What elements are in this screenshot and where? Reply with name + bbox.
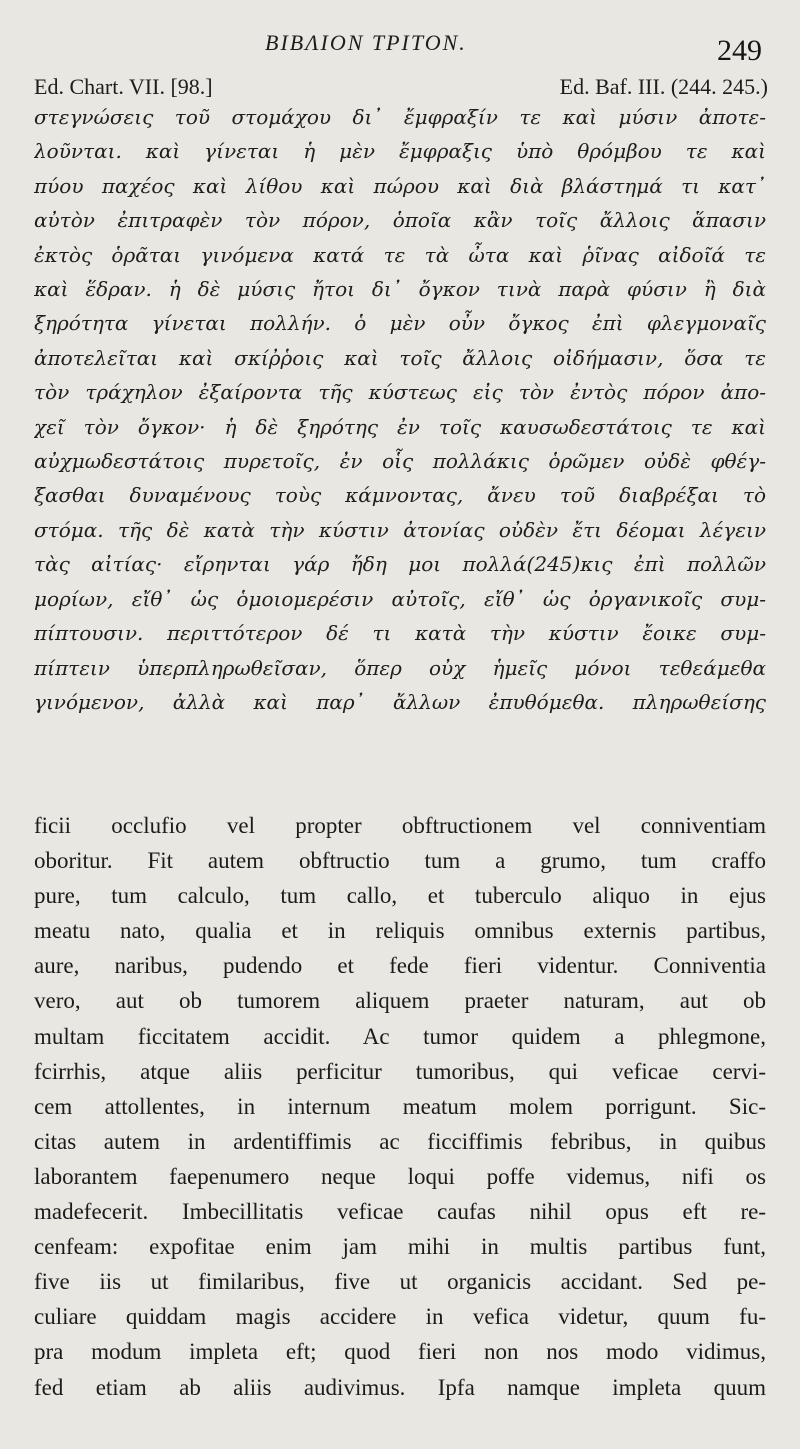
latin-line: pure, tum calculo, tum callo, et tuberculo aliquo in ejus: [34, 883, 766, 909]
latin-line: multam ficcitatem accidit. Ac tumor quidem a phlegmone,: [34, 1023, 766, 1049]
latin-line: fcirrhis, atque aliis perficitur tumoribus, qui veficae cervi-: [34, 1058, 766, 1084]
greek-line: τὸν τράχηλον ἐξαίροντα τῆς κύστεως εἰς τὸν ἐντὸς πόρον ἀπο-: [34, 380, 766, 405]
greek-line: πύου παχέος καὶ λίθου καὶ πώρου καὶ διὰ βλάστημά τι κατ᾽: [34, 173, 766, 198]
latin-line: meatu nato, qualia et in reliquis omnibus externis partibus,: [34, 918, 766, 944]
greek-line: μορίων, εἴθ᾽ ὡς ὁμοιομερέσιν αὐτοῖς, εἴθ᾽ ὡς ὀργανικοῖς συμ-: [34, 586, 766, 611]
greek-line: πίπτουσιν. περιττότερον δέ τι κατὰ τὴν κύστιν ἔοικε συμ-: [34, 621, 766, 646]
greek-text-block: [34, 100, 766, 719]
greek-line: ἐκτὸς ὁρᾶται γινόμενα κατά τε τὰ ὦτα καὶ ῥῖνας αἰδοῖά τε: [34, 242, 766, 267]
latin-line: cem attollentes, in internum meatum molem porrigunt. Sic-: [34, 1093, 766, 1119]
greek-line: ἀποτελεῖται καὶ σκίῤῥοις καὶ τοῖς ἄλλοις οἰδήμασιν, ὅσα τε: [34, 345, 766, 370]
book-title: ΒΙΒΛΙΟΝ ΤΡΙΤΟΝ.: [265, 30, 467, 55]
greek-line: γινόμενον, ἀλλὰ καὶ παρ᾽ ἄλλων ἐπυθόμεθα. πληρωθείσης: [34, 689, 766, 714]
greek-line: πίπτειν ὑπερπληρωθεῖσαν, ὅπερ οὐχ ἡμεῖς μόνοι τεθεάμεθα: [34, 655, 766, 680]
greek-line: χεῖ τὸν ὄγκον· ἡ δὲ ξηρότης ἐν τοῖς καυσωδεστάτοις τε καὶ: [34, 414, 766, 439]
greek-line: καὶ ἕδραν. ἡ δὲ μύσις ἤτοι δι᾽ ὄγκον τινὰ παρὰ φύσιν ἢ διὰ: [34, 277, 766, 302]
greek-line: λοῦνται. καὶ γίνεται ἡ μὲν ἔμφραξις ὑπὸ θρόμβου τε καὶ: [34, 139, 766, 164]
latin-line: oboritur. Fit autem obftructio tum a grumo, tum craffo: [34, 848, 766, 874]
page-number: 249: [717, 34, 762, 67]
greek-line: στόμα. τῆς δὲ κατὰ τὴν κύστιν ἀτονίας οὐδὲν ἔτι δέομαι λέγειν: [34, 517, 766, 542]
latin-text-block: [34, 808, 766, 1405]
greek-line: τὰς αἰτίας· εἴρηνται γάρ ἤδη μοι πολλά(245)κις ἐπὶ πολλῶν: [34, 552, 766, 577]
greek-line: στεγνώσεις τοῦ στομάχου δι᾽ ἔμφραξίν τε καὶ μύσιν ἀποτε-: [34, 105, 766, 129]
latin-line: citas autem in ardentiffimis ac ficciffimis febribus, in quibus: [34, 1128, 766, 1154]
running-head: [0, 28, 800, 67]
latin-line: vero, aut ob tumorem aliquem praeter naturam, aut ob: [34, 988, 766, 1014]
latin-line: ficii occlufio vel propter obftructionem vel conniventiam: [34, 813, 766, 838]
greek-line: ξασθαι δυναμένους τοὺς κάμνοντας, ἄνευ τοῦ διαβρέξαι τὸ: [34, 483, 766, 508]
latin-line: culiare quiddam magis accidere in vefica videtur, quum fu-: [34, 1304, 766, 1330]
greek-line: αὐτὸν ἐπιτραφὲν τὸν πόρον, ὁποῖα κἂν τοῖς ἄλλοις ἅπασιν: [34, 208, 766, 233]
latin-line: laborantem faepenumero neque loqui poffe videmus, nifi os: [34, 1163, 766, 1189]
latin-line: five iis ut fimilaribus, five ut organicis accidant. Sed pe-: [34, 1269, 766, 1295]
latin-line: fed etiam ab aliis audivimus. Ipfa namque impleta quum: [34, 1374, 766, 1400]
edition-reference-basel: Ed. Baf. III. (244. 245.): [559, 74, 768, 99]
latin-line: pra modum impleta eft; quod fieri non nos modo vidimus,: [34, 1339, 766, 1365]
greek-line: ξηρότητα γίνεται πολλήν. ὁ μὲν οὖν ὄγκος ἐπὶ φλεγμοναῖς: [34, 311, 766, 336]
latin-line: aure, naribus, pudendo et fede fieri videntur. Conniventia: [34, 953, 766, 979]
latin-line: cenfeam: expofitae enim jam mihi in multis partibus funt,: [34, 1234, 766, 1260]
latin-line: madefecerit. Imbecillitatis veficae caufas nihil opus eft re-: [34, 1199, 766, 1225]
greek-line: αὐχμωδεστάτοις πυρετοῖς, ἐν οἷς πολλάκις ὁρῶμεν οὐδὲ φθέγ-: [34, 449, 766, 474]
edition-reference-chartier: Ed. Chart. VII. [98.]: [34, 74, 213, 99]
